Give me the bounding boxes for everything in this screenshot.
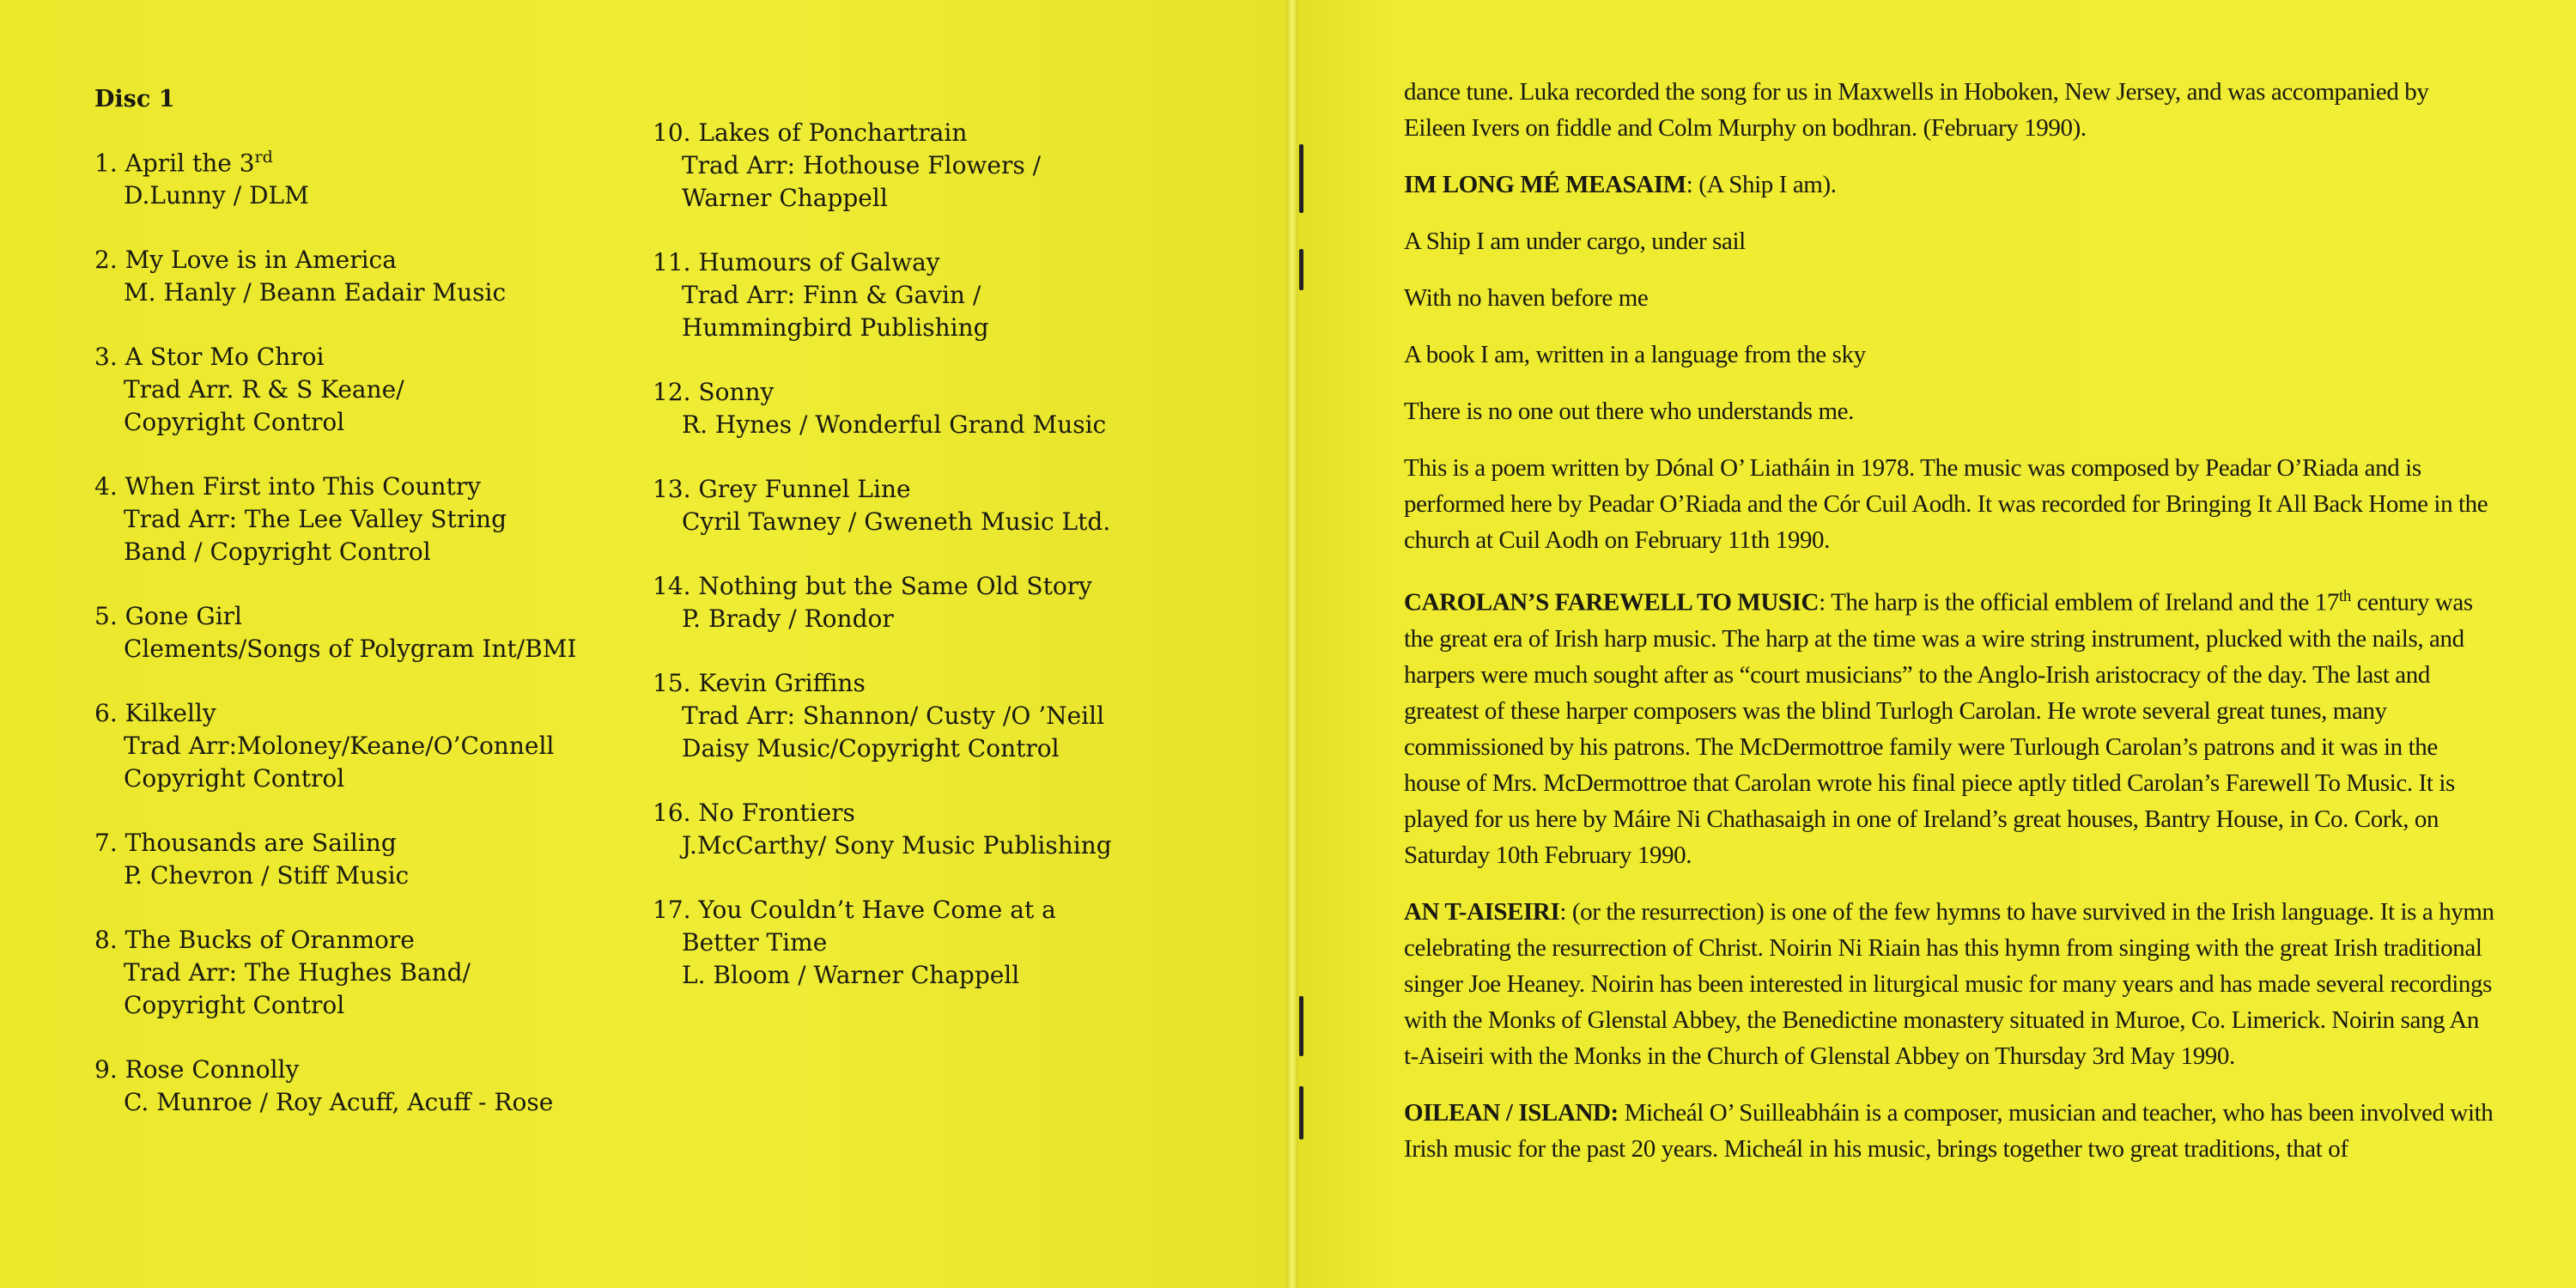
track-title-text: 13. Grey Funnel Line (653, 475, 911, 503)
track-credit: Trad Arr: Shannon/ Custy /O ’Neill (682, 702, 1105, 730)
track-item (94, 341, 627, 439)
song-heading: OILEAN / ISLAND: (1404, 1098, 1619, 1127)
track-credit: Copyright Control (124, 408, 345, 437)
poem-line: A Ship I am under cargo, under sail (1404, 228, 1746, 255)
track-title-text: 3. A Stor Mo Chroi (94, 343, 325, 372)
track-title (94, 600, 627, 633)
track-credit: M. Hanly / Beann Eadair Music (124, 278, 507, 307)
track-credit: L. Bloom / Warner Chappell (682, 961, 1020, 989)
track-title-text: 9. Rose Connolly (94, 1055, 300, 1084)
track-credit: R. Hynes / Wonderful Grand Music (682, 410, 1107, 439)
track-title-text: 4. When First into This Country (94, 472, 481, 501)
song-heading: AN T-AISEIRI (1404, 897, 1560, 926)
disc-title: Disc 1 (94, 86, 175, 112)
staple-mark (1299, 996, 1303, 1056)
track-title-text: 17. You Couldn’t Have Come at a (653, 896, 1056, 924)
booklet-spine (1286, 0, 1298, 1288)
track-credit: Trad Arr. R & S Keane/ (124, 375, 404, 404)
track-title-text: 6. Kilkelly (94, 699, 216, 728)
song-heading: IM LONG MÉ MEASAIM (1404, 171, 1686, 198)
notes-paragraph: dance tune. Luka recorded the song for us in Maxwells in Hoboken, New Jersey, and was accompanied by Eileen Ivers on fiddle and Colm Murphy on bodhran. (February 1990). (1404, 78, 2429, 142)
notes-paragraph: This is a poem written by Dónal O’ Liatháin in 1978. The music was composed by Peadar O’Riada and is performed here by Peadar O’Riada and the Cór Cuil Aodh. It was recorded for Bringing It All Back Home in the church at Cuil Aodh on February 11th 1990. (1404, 454, 2488, 554)
track-title (653, 246, 1271, 279)
notes-text: century was the great era of Irish harp music. The harp at the time was a wire string instrument, plucked with the nails, and harpers were much sought after as “court musicians” to the Anglo-Irish aristocracy of the day. The last and greatest of these harper composers was the blind Turlogh Carolan. He wrote several great tunes, many commissioned by his patrons. The McDermottroe family were Turlough Carolan’s patrons and it was in the house of Mrs. McDermottroe that Carolan wrote his final piece aptly titled Carolan’s Farewell To Music. It is played for us here by Máire Ni Chathasaigh in one of Ireland’s great houses, Bantry House, in Co. Cork, on Saturday 10th February 1990. (1404, 588, 2473, 869)
track-item (94, 244, 627, 309)
track-credit: P. Chevron / Stiff Music (124, 861, 410, 890)
track-title (94, 1054, 627, 1086)
track-title (94, 924, 627, 957)
track-title-text: 14. Nothing but the Same Old Story (653, 572, 1092, 600)
track-title (94, 244, 627, 276)
track-title-text: 1. April the 3 (94, 149, 255, 178)
track-credit: Trad Arr: Finn & Gavin / (682, 281, 981, 309)
notes-paragraph (1404, 579, 2494, 873)
track-title-text: 15. Kevin Griffins (653, 669, 866, 697)
track-credit: D.Lunny / DLM (124, 181, 309, 210)
notes-paragraph (1404, 167, 2494, 203)
notes-text: : The harp is the official emblem of Ireland and the 17 (1819, 588, 2339, 617)
track-credit: Hummingbird Publishing (682, 313, 989, 342)
track-title-text: 12. Sonny (653, 378, 775, 406)
song-heading: CAROLAN’S FAREWELL TO MUSIC (1404, 588, 1820, 617)
track-item (94, 471, 627, 568)
track-credit: Trad Arr:Moloney/Keane/O’Connell (124, 732, 555, 761)
track-title-text: 10. Lakes of Ponchartrain (653, 118, 968, 147)
track-credit: P. Brady / Rondor (682, 605, 894, 633)
track-title (653, 376, 1271, 409)
track-title (653, 667, 1271, 700)
track-item (94, 827, 627, 892)
track-item (653, 894, 1271, 992)
track-title (653, 894, 1271, 927)
track-credit: Band / Copyright Control (124, 538, 431, 567)
poem-line: There is no one out there who understands me. (1404, 398, 1854, 425)
track-title (94, 141, 627, 179)
track-title-text: 11. Humours of Galway (653, 248, 940, 276)
track-item (653, 117, 1271, 215)
track-credit: Trad Arr: The Lee Valley String (124, 505, 507, 534)
notes-text: : (or the resurrection) is one of the few hymns to have survived in the Irish language. It is a hymn celebrating the resurrection of Christ. Noirin Ni Riain has this hymn from singing with the great Irish traditional singer Joe Heaney. Noirin has been interested in liturgical music for many years and has made several recordings with the Monks of Glenstal Abbey, the Benedictine monastery situated in Muroe, Co. Limerick. Noirin sang An t-Aiseiri with the Monks in the Church of Glenstal Abbey on Thursday 3rd May 1990. (1404, 897, 2494, 1070)
notes-paragraph (1404, 1095, 2494, 1167)
track-title (653, 570, 1271, 603)
track-credit: Trad Arr: Hothouse Flowers / (682, 151, 1042, 179)
track-item (653, 376, 1271, 441)
notes-text: Micheál O’ Suilleabháin is a composer, musician and teacher, who has been involved with Irish music for the past 20 years. Micheál in his music, brings together two great traditions, that of (1404, 1098, 2494, 1163)
track-credit: J.McCarthy/ Sony Music Publishing (682, 831, 1112, 860)
track-item (653, 473, 1271, 538)
poem-line: With no haven before me (1404, 284, 1649, 312)
track-title (653, 473, 1271, 506)
track-credit: Cyril Tawney / Gweneth Music Ltd. (682, 507, 1111, 536)
track-list-column-2 (653, 117, 1271, 1024)
track-item (653, 667, 1271, 765)
track-item (94, 697, 627, 795)
track-credit: C. Munroe / Roy Acuff, Acuff - Rose (124, 1088, 554, 1117)
track-item (653, 797, 1271, 862)
track-item (653, 246, 1271, 344)
track-item (94, 600, 627, 665)
track-credit: Copyright Control (124, 991, 345, 1020)
track-title-text: 5. Gone Girl (94, 602, 243, 631)
track-credit: Daisy Music/Copyright Control (682, 734, 1060, 762)
track-title (94, 827, 627, 860)
track-credit: Trad Arr: The Hughes Band/ (124, 958, 471, 987)
track-item (94, 1054, 627, 1119)
track-title-text: 2. My Love is in America (94, 246, 397, 275)
track-title-text: 8. The Bucks of Oranmore (94, 926, 415, 955)
track-item (94, 924, 627, 1022)
track-title-text: 7. Thousands are Sailing (94, 829, 397, 858)
track-item (94, 141, 627, 212)
notes-paragraph (1404, 894, 2494, 1074)
track-list-column-1 (94, 141, 627, 1151)
track-title (94, 471, 627, 503)
track-credit: Warner Chappell (682, 184, 888, 212)
track-title-text: 16. No Frontiers (653, 799, 855, 827)
ordinal-suffix: rd (254, 148, 273, 167)
track-title (94, 341, 627, 374)
track-title (653, 797, 1271, 829)
staple-mark (1299, 1086, 1303, 1139)
poem-line: A book I am, written in a language from the sky (1404, 341, 1866, 368)
ordinal-suffix: th (2338, 587, 2351, 605)
staple-mark (1299, 144, 1303, 213)
notes-text: : (A Ship I am). (1686, 171, 1837, 198)
track-item (653, 570, 1271, 635)
track-title (94, 697, 627, 730)
track-title (653, 117, 1271, 149)
track-credit: Clements/Songs of Polygram Int/BMI (124, 635, 577, 664)
liner-notes (1404, 74, 2494, 1188)
track-credit: Better Time (682, 928, 828, 957)
staple-mark (1299, 249, 1303, 290)
track-credit: Copyright Control (124, 764, 345, 793)
